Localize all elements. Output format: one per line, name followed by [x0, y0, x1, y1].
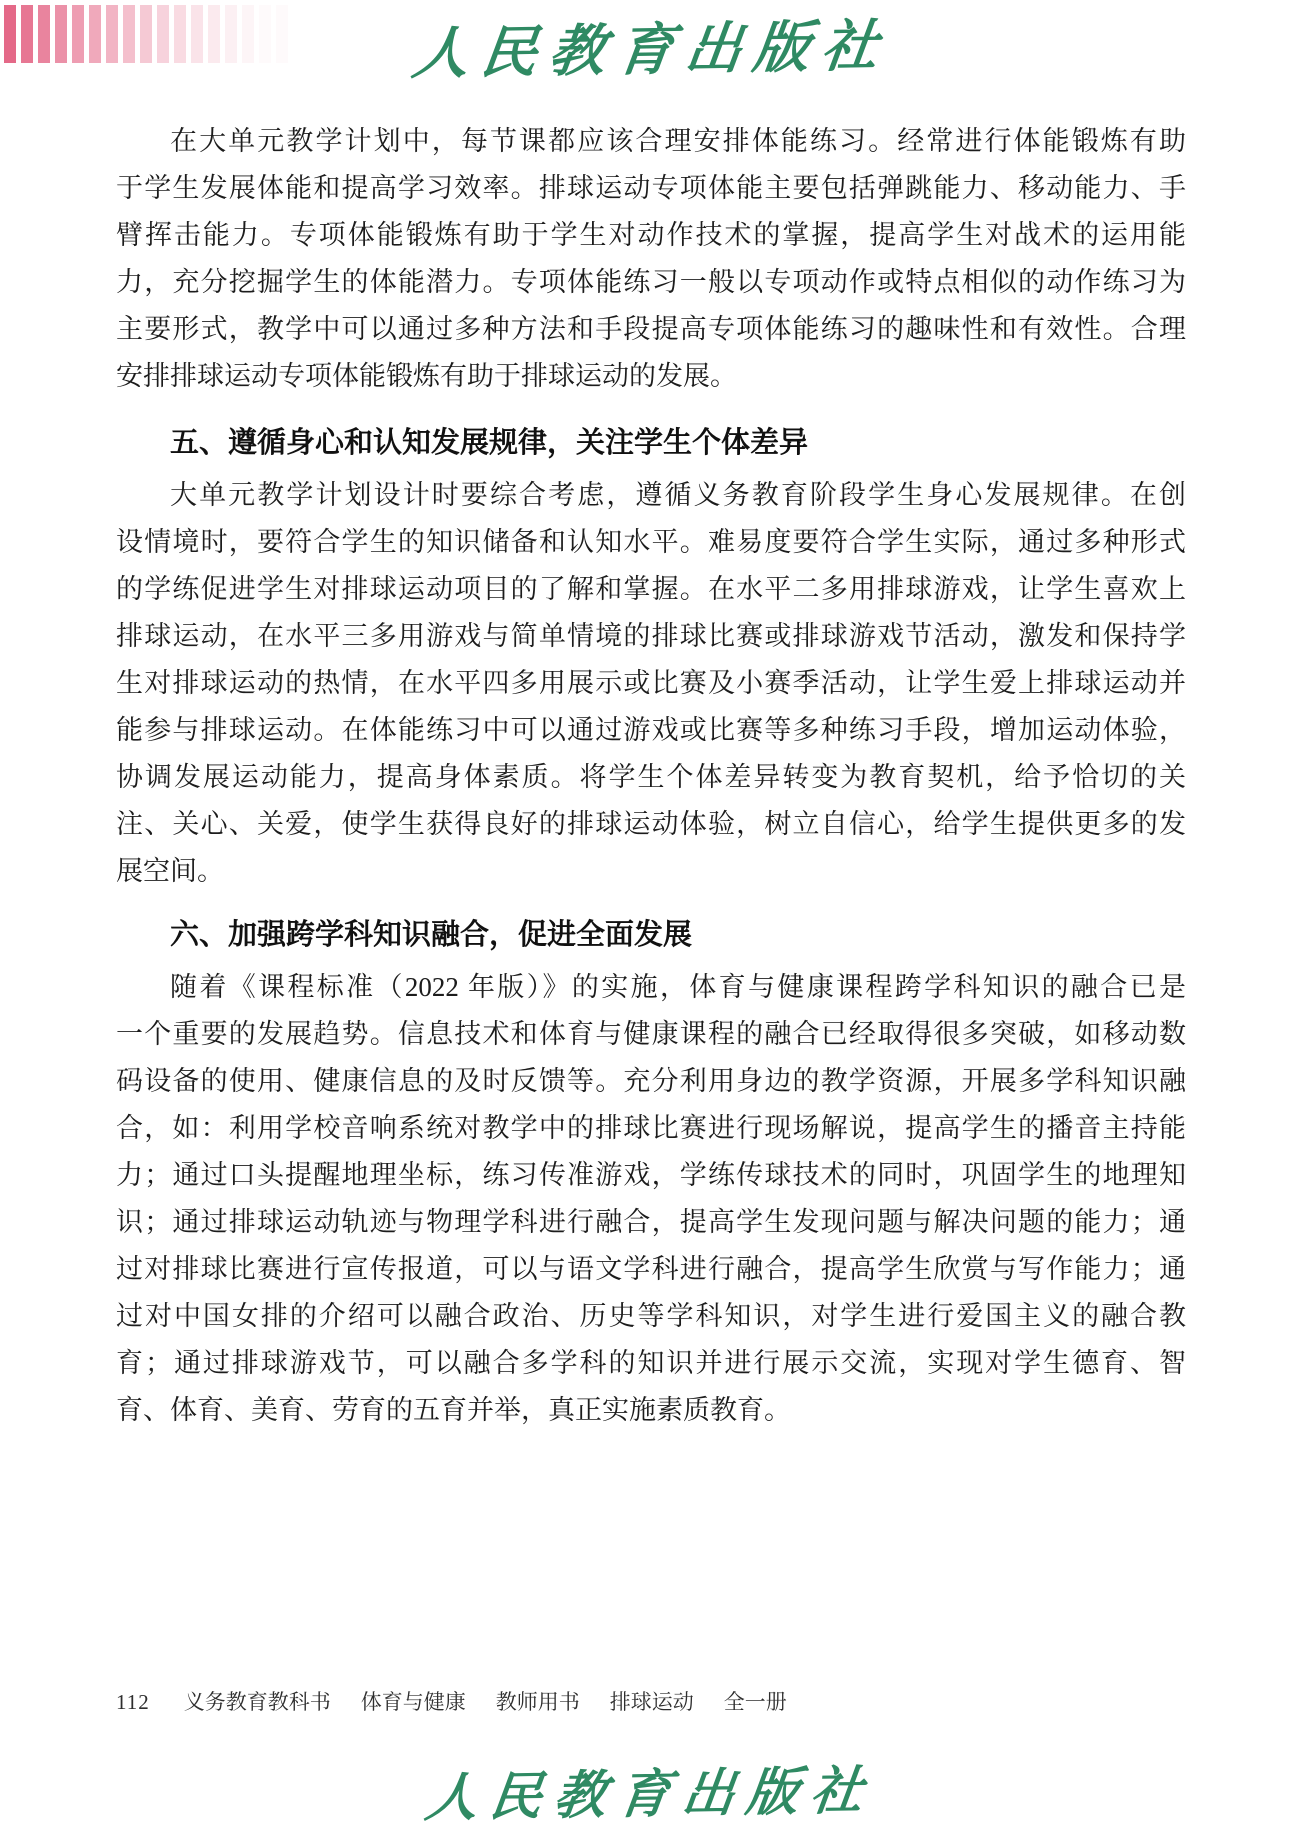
footer-book-type: 教师用书: [495, 1690, 580, 1714]
body-line: 能参与排球运动。在体能练习中可以通过游戏或比赛等多种练习手段，增加运动体验，: [116, 715, 1186, 745]
body-line: 臂挥击能力。专项体能锻炼有助于学生对动作技术的掌握，提高学生对战术的运用能: [116, 220, 1186, 250]
header-logo: [0, 6, 1303, 86]
footer-series-title: 义务教育教科书: [183, 1690, 331, 1714]
page-footer: [116, 1688, 817, 1716]
body-line: 随着《课程标准（2022 年版）》的实施，体育与健康课程跨学科知识的融合已是: [170, 972, 1186, 1002]
body-line: 力，充分挖掘学生的体能潜力。专项体能练习一般以专项动作或特点相似的动作练习为: [116, 267, 1186, 297]
page-number: 112: [116, 1690, 150, 1714]
body-line: 在大单元教学计划中，每节课都应该合理安排体能练习。经常进行体能锻炼有助: [170, 126, 1186, 156]
body-line: 主要形式，教学中可以通过多种方法和手段提高专项体能练习的趣味性和有效性。合理: [116, 314, 1186, 344]
body-line: 合，如：利用学校音响系统对教学中的排球比赛进行现场解说，提高学生的播音主持能: [116, 1113, 1186, 1143]
section-heading-6: 六、加强跨学科知识融合，促进全面发展: [170, 919, 693, 951]
body-line: 力；通过口头提醒地理坐标，练习传准游戏，学练传球技术的同时，巩固学生的地理知: [116, 1160, 1186, 1190]
publisher-calligraphy: 人民教育出版社: [408, 12, 894, 88]
body-line: 排球运动，在水平三多用游戏与简单情境的排球比赛或排球游戏节活动，激发和保持学: [116, 621, 1186, 651]
paragraph-development-rules: [116, 472, 1186, 895]
body-line: 码设备的使用、健康信息的及时反馈等。充分利用身边的教学资源，开展多学科知识融: [116, 1066, 1186, 1096]
footer-subject: 体育与健康: [360, 1690, 466, 1714]
page-content: [116, 118, 1186, 1434]
body-line: 育；通过排球游戏节，可以融合多学科的知识并进行展示交流，实现对学生德育、智: [116, 1348, 1186, 1378]
paragraph-interdisciplinary: [116, 964, 1186, 1434]
body-line: 过对中国女排的介绍可以融合政治、历史等学科知识，对学生进行爱国主义的融合教: [116, 1301, 1186, 1331]
body-line: 于学生发展体能和提高学习效率。排球运动专项体能主要包括弹跳能力、移动能力、手: [116, 173, 1186, 203]
body-line: 的学练促进学生对排球运动项目的了解和掌握。在水平二多用排球游戏，让学生喜欢上: [116, 574, 1186, 604]
body-line: 大单元教学计划设计时要综合考虑，遵循义务教育阶段学生身心发展规律。在创: [170, 480, 1186, 510]
body-line: 育、体育、美育、劳育的五育并举，真正实施素质教育。: [116, 1395, 791, 1425]
body-line: 设情境时，要符合学生的知识储备和认知水平。难易度要符合学生实际，通过多种形式: [116, 527, 1186, 557]
body-line: 安排排球运动专项体能锻炼有助于排球运动的发展。: [116, 361, 737, 391]
section-heading-5: 五、遵循身心和认知发展规律，关注学生个体差异: [170, 427, 809, 459]
publisher-calligraphy: 人民教育出版社: [422, 1760, 880, 1829]
footer-topic: 排球运动: [609, 1690, 694, 1714]
body-line: 生对排球运动的热情，在水平四多用展示或比赛及小赛季活动，让学生爱上排球运动并: [116, 668, 1186, 698]
body-line: 过对排球比赛进行宣传报道，可以与语文学科进行融合，提高学生欣赏与写作能力；通: [116, 1254, 1186, 1284]
body-line: 识；通过排球运动轨迹与物理学科进行融合，提高学生发现问题与解决问题的能力；通: [116, 1207, 1186, 1237]
paragraph-fitness: [116, 118, 1186, 400]
footer-volume: 全一册: [723, 1690, 787, 1714]
footer-logo: [0, 1752, 1303, 1827]
body-line: 注、关心、关爱，使学生获得良好的排球运动体验，树立自信心，给学生提供更多的发: [116, 809, 1186, 839]
body-line: 协调发展运动能力，提高身体素质。将学生个体差异转变为教育契机，给予恰切的关: [116, 762, 1186, 792]
body-line: 一个重要的发展趋势。信息技术和体育与健康课程的融合已经取得很多突破，如移动数: [116, 1019, 1186, 1049]
body-line: 展空间。: [116, 856, 224, 886]
